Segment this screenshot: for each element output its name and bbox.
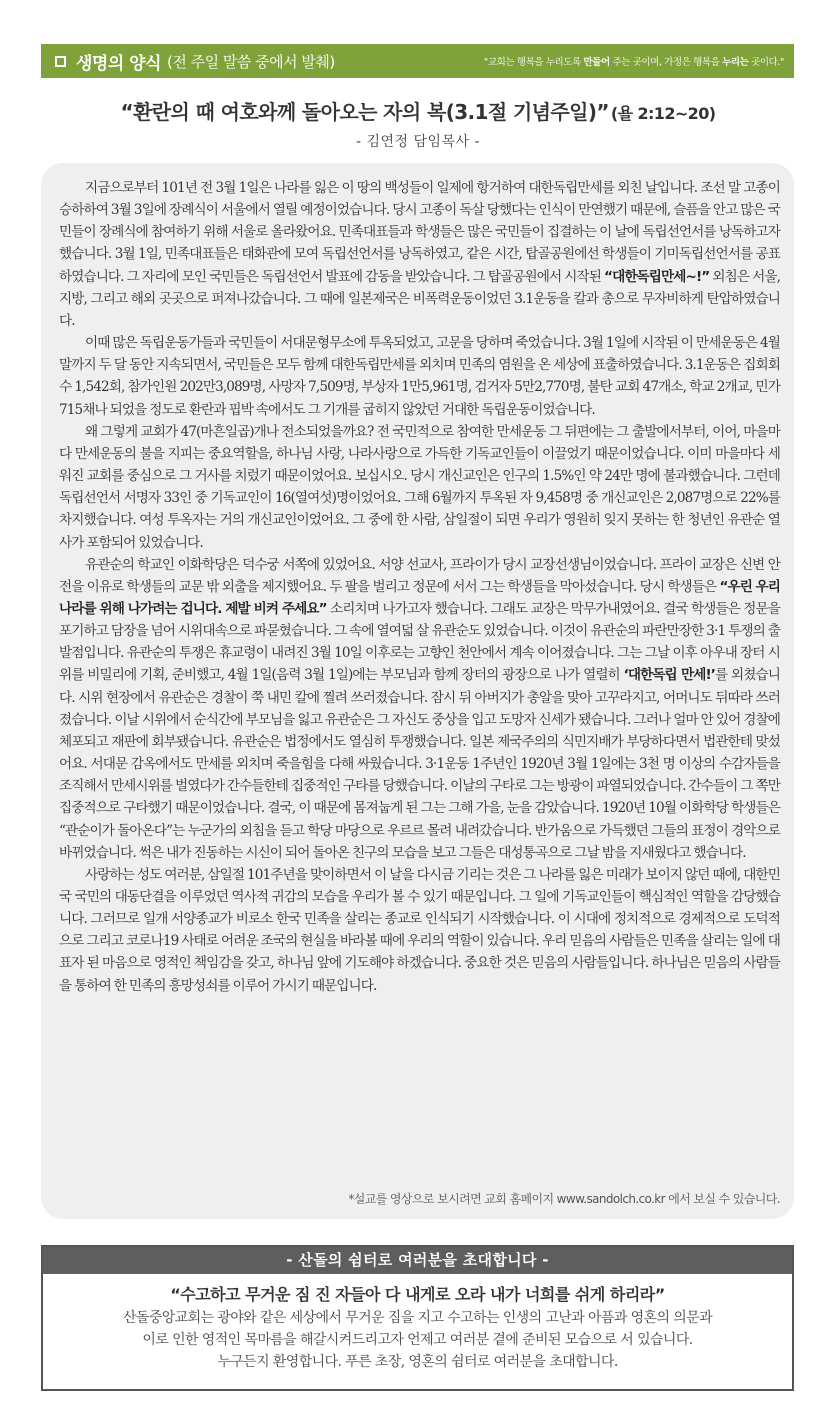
paragraph: 사랑하는 성도 여러분, 삼일절 101주년을 맞이하면서 이 날을 다시금 기리는 것은 그 나라를 잃은 미래가 보이지 않던 때에, 대한민국 국민의 대동단결을 이루었던 역사적 귀감의 모습을 우리가 볼 수 있기 때문입니다. 그 일에 기독교인들이 핵심적인 역할을 감당했습니다. 그러므로 일개 서양종교가 비로소 한국 민족을 살리는 종교로 인식되기 시작했습니다. 이 시대에 정치적으로 경제적으로 도덕적으로 그리고 코로나19 사태로 어려운 조국의 현실을 바라볼 때에 우리의 역할이 있습니다. 우리 믿음의 사람들은 민족을 살리는 일에 대표자 된 마음으로 영적인 책임감을 갖고, 하나님 앞에 기도해야 하겠습니다. 중요한 것은 믿음의 사람들입니다. 하나님은 믿음의 사람들을 통하여 한 민족의 흥망성쇠를 이루어 가시기 때문입니다. xyxy=(59,866,780,994)
section-header-bar xyxy=(41,44,794,78)
sermon-body xyxy=(41,163,794,1219)
paragraph: 유관순의 학교인 이화학당은 덕수궁 서쪽에 있었어요. 서양 선교사, 프라이가 당시 교장선생님이었습니다. 프라이 교장은 신변 안전을 이유로 학생들의 교문 밖 외출을 제지했어요. 두 팔을 벌리고 정문에 서서 그는 학생들을 막아섰습니다. 당시 학생들은 “우린 우리나라를 위해 나가려는 겁니다. 제발 비켜 주세요” 소리치며 나가고자 했습니다. 그래도 교장은 막무가내였어요. 결국 학생들은 정문을 포기하고 담장을 넘어 시위대속으로 파묻혔습니다. 그 속에 열여덟 살 유관순도 있었습니다. 이것이 유관순의 파란만장한 3·1 투쟁의 출발점입니다. 유관순의 투쟁은 휴교령이 내려진 3월 10일 이후로는 고향인 천안에서 계속 이어졌습니다. 그는 그날 이후 아우내 장터 시위를 비밀리에 기획, 준비했고, 4월 1일(음력 3월 1일)에는 부모님과 함께 장터의 광장으로 나가 열렬히 ‘대한독립 만세!’를 외쳤습니다. 시위 현장에서 유관순은 경찰이 쭉 내민 칼에 찔려 쓰러졌습니다. 잠시 뒤 아버지가 총알을 맞아 고꾸라지고, 어머니도 뒤따라 쓰러졌습니다. 이날 시위에서 순식간에 부모님을 잃고 유관순은 그 자신도 중상을 입고 도망자 신세가 됐습니다. 그러나 얼마 안 있어 경찰에 체포되고 재판에 회부됐습니다. 유관순은 법정에서도 열심히 투쟁했습니다. 일본 제국주의의 식민지배가 부당하다면서 법관한테 맞섰어요. 서대문 감옥에서도 만세를 외치며 죽을힘을 다해 싸웠습니다. 3·1운동 1주년인 1920년 3월 1일에는 3천 명 이상의 수감자들을 조직해서 만세시위를 벌였다가 간수들한테 집중적인 구타를 당했습니다. 이날의 구타로 그는 방광이 파열되었습니다. 간수들이 그 쪽만 집중적으로 구타했기 때문이었습니다. 결국, 이 때문에 몸져눕게 된 그는 그해 가을, 눈을 감았습니다. 1920년 10월 이화학당 학생들은 “관순이가 돌아온다”는 누군가의 외침을 듣고 학당 마당으로 우르르 몰려 내려갔습니다. 반가움으로 가득했던 그들의 표정이 경악으로 바뀌었습니다. 썩은 내가 진동하는 시신이 되어 돌아온 친구의 모습을 보고 그들은 대성통곡으로 그날 밤을 지새웠다고 했습니다. xyxy=(59,556,781,861)
invitation-quote: “수고하고 무거운 짐 진 자들아 다 내게로 오라 내가 너희를 쉬게 하리라” xyxy=(170,1285,665,1304)
section-title: 생명의 양식 xyxy=(76,53,162,74)
paragraph: 왜 그렇게 교회가 47(마흔일곱)개나 전소되었을까요? 전 국민적으로 참여한 만세운동 그 뒤편에는 그 출발에서부터, 이어, 마을마다 만세운동의 불을 지피는 중요역할을, 하나님 사랑, 나라사랑으로 가득한 기독교인들이 이끌었기 때문이었습니다. 이미 마을마다 세워진 교회를 중심으로 그 거사를 치렀기 때문이었어요. 보십시오. 당시 개신교인은 인구의 1.5%인 약 24만 명에 불과했습니다. 그런데 독립선언서 서명자 33인 중 기독교인이 16(열여섯)명이었어요. 그해 6월까지 투옥된 자 9,458명 중 개신교인은 2,087명으로 22%를 차지했습니다. 여성 투옥자는 거의 개신교인이었어요. 그 중에 한 사람, 삼일절이 되면 우리가 영원히 잊지 못하는 한 청년인 유관순 열사가 포함되어 있었습니다. xyxy=(59,423,780,551)
invitation-text: 산돌중앙교회는 광야와 같은 세상에서 무거운 짐을 지고 수고하는 인생의 고난과 아픔과 영혼의 의문과 이로 인한 영적인 목마름을 해갈시켜드리고자 언제고 여러분 곁에 준비된 모습으로 서 있습니다. 누구든지 환영합니다. 푸른 초장, 영혼의 쉼터로 여러분을 초대합니다. xyxy=(122,1310,712,1370)
church-motto: "교회는 행복을 누리도록 만들어 주는 곳이며, 가정은 행복을 누리는 곳이다." xyxy=(483,57,784,68)
paragraph: 지금으로부터 101년 전 3월 1일은 나라를 잃은 이 땅의 백성들이 일제에 항거하여 대한독립만세를 외친 날입니다. 조선 말 고종이 승하하여 3월 3일에 장례식이 서울에서 열릴 예정이었습니다. 당시 고종이 독살 당했다는 인식이 만연했기 때문에, 슬픔을 안고 많은 국민들이 장례식에 참여하기 위해 서울로 올라왔어요. 민족대표들과 학생들은 많은 국민들이 집결하는 이 날에 독립선언서를 낭독하고자 했습니다. 3월 1일, 민족대표들은 태화관에 모여 독립선언서를 낭독하였고, 같은 시간, 탑골공원에선 학생들이 기미독립선언서를 공표하였습니다. 그 자리에 모인 국민들은 독립선언서 발표에 감동을 받았습니다. 그 탑골공원에서 시작된 “대한독립만세~!” 외침은 서울, 지방, 그리고 해외 곳곳으로 퍼져나갔습니다. 그 때에 일본제국은 비폭력운동이었던 3.1운동을 칼과 총으로 무자비하게 탄압하였습니다. xyxy=(59,180,780,329)
paragraph: 이때 많은 독립운동가들과 국민들이 서대문형무소에 투옥되었고, 고문을 당하며 죽었습니다. 3월 1일에 시작된 이 만세운동은 4월 말까지 두 달 동안 지속되면서, 국민들은 모두 함께 대한독립만세를 외치며 민족의 염원을 온 세상에 표출하였습니다. 3.1운동은 집회회수 1,542회, 참가인원 202만3,089명, 사망자 7,509명, 부상자 1만5,961명, 검거자 5만2,770명, 불탄 교회 47개소, 학교 2개교, 민가 715채나 되었을 정도로 환란과 핍박 속에서도 그 기개를 굽히지 않았던 거대한 독립운동이었습니다. xyxy=(59,335,780,418)
invitation-box xyxy=(41,1245,794,1391)
video-note: *설교를 영상으로 보시려면 교회 홈페이지 www.sandolch.co.kr 에서 보실 수 있습니다. xyxy=(348,1192,780,1206)
invitation-header: - 산돌의 쉼터로 여러분을 초대합니다 - xyxy=(43,1247,792,1274)
square-bullet-icon xyxy=(55,56,66,67)
preacher-name: - 김연정 담임목사 - xyxy=(355,134,481,150)
section-subtitle: (전 주일 말씀 중에서 발췌) xyxy=(167,52,335,71)
sermon-title: “환란의 때 여호와께 돌아오는 자의 복(3.1절 기념주일)” (욜 2:12~20) xyxy=(120,100,716,124)
scripture-reference: (욜 2:12~20) xyxy=(610,104,716,123)
